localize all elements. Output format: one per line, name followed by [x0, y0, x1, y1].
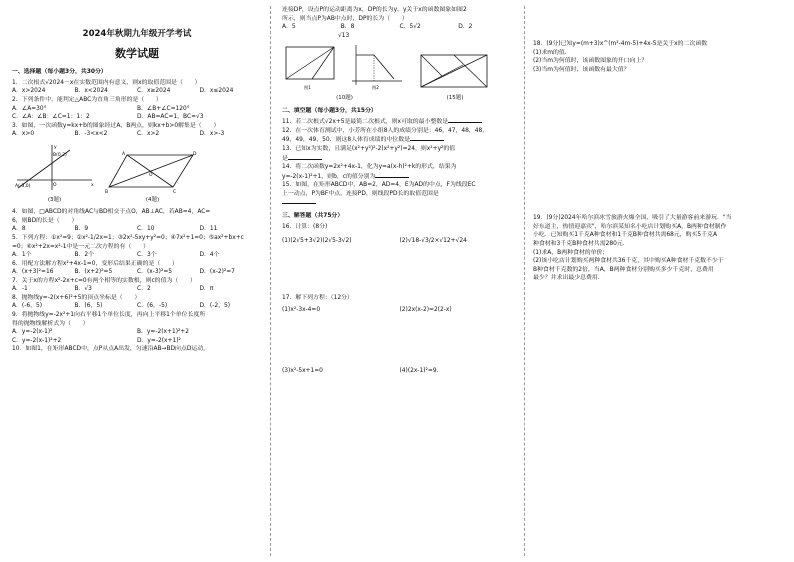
- option-d: D．x≤2024: [199, 88, 234, 95]
- option-c: C．(6，-5): [137, 303, 168, 310]
- question-3: 3．如图，一次函数y=kx+b的图象经过A、B两点，则kx+b>0解集是（ ）: [12, 122, 220, 129]
- option-a: A．5: [282, 24, 296, 31]
- question-16-parts: [282, 237, 517, 246]
- option-d: D．4个: [199, 252, 220, 259]
- question-15-line3: [282, 198, 517, 208]
- question-13-text: 是: [282, 155, 288, 162]
- question-9-options-ab: [12, 328, 262, 337]
- question-17-parts-12: [282, 306, 517, 315]
- question-4-line2: 6，则BD的长是（ ）: [12, 217, 78, 224]
- option-b: B．8: [340, 24, 355, 31]
- question-14-line2: [282, 172, 517, 182]
- question-9-line2: 得的抛物线解析式为（ ）: [12, 320, 89, 327]
- question-1-options: [12, 87, 262, 96]
- question-12-line2: [282, 135, 517, 145]
- label-b: B: [105, 189, 109, 194]
- figure-1-label: 图1: [304, 85, 311, 91]
- figure-q15-caption: (15题): [446, 94, 464, 101]
- option-c: C．(x-3)²=5: [137, 269, 173, 276]
- option-b: B．9: [74, 226, 89, 233]
- option-b: B．2个: [74, 252, 95, 259]
- option-b: B．y=-2(x+1)²+2: [137, 329, 190, 336]
- question-11: [282, 117, 517, 127]
- question-5-line2: =0；⑥x²+2x=x²-1中是一元二次方程的有（ ）: [12, 243, 149, 250]
- answer-blank[interactable]: [282, 198, 316, 204]
- line-graph-figure: [12, 142, 97, 194]
- figure-q3: [12, 142, 97, 206]
- option-d: D．(x-2)²=7: [199, 269, 235, 276]
- question-19-line1: 19．(9分)2024年哈尔滨冰雪旅游火爆全国，吸引了大量游客前来游玩．"当: [533, 215, 732, 222]
- option-a: A．-1: [12, 286, 28, 293]
- question-18-part-2: (2)当m为何值时，该函数图象的开口向上？: [533, 58, 648, 65]
- question-7: 7．关于x的方程x²-2x+c=0有两个相等的实数根，则c的值为（ ）: [12, 277, 196, 284]
- option-c: C．10: [137, 226, 155, 233]
- question-9-options-cd: [12, 337, 262, 346]
- question-6: 6．用配方法解方程x²+4x-1=0，变形后结果正确的是（ ）: [12, 260, 178, 267]
- question-17-part-2: (2)2x(x-2)=2(2-x): [399, 307, 452, 314]
- option-a: A．1个: [12, 252, 32, 259]
- question-17-parts-34: [282, 367, 517, 376]
- parallelogram-figure: [105, 149, 200, 194]
- question-5-line1: 5．下列方程：①x²=9；②x²-1/2x=1；③2x²-5xy+y²=0；④7x²+1=0；⑤ax²+bx+c: [12, 234, 244, 241]
- option-d: D．x>-3: [199, 131, 225, 138]
- question-10-line3: 所示，则当点P为AB中点时，DP的长为（ ）: [282, 15, 408, 22]
- question-2-options-ab: [12, 105, 262, 114]
- question-19-part-1: (1)求A，B两种食材的单价；: [533, 249, 609, 256]
- question-3-options: [12, 130, 262, 139]
- option-c: C．5√2: [399, 24, 421, 31]
- question-1: 1．二次根式√2024－x在实数范围内有意义，则x的取值范围是（ ）: [12, 79, 201, 86]
- label-o: O: [149, 172, 153, 178]
- question-11-text: 11．若二次根式√2x+5是最简二次根式，则x可取的最小整数是: [282, 119, 449, 126]
- question-12-line1: 12．在一次体育测试中，小芳所在小组8人的成绩分别是：46，47，48，48，: [282, 127, 489, 134]
- question-18-part-3: (3)当m为何值时，该函数有最大值？: [533, 66, 630, 73]
- question-8-options: [12, 302, 262, 311]
- figure-q4-caption: (4题): [145, 197, 160, 204]
- label-c: C: [173, 189, 177, 194]
- question-12-text: 49，49，49，50．则这8人体育成绩的中位数是: [282, 137, 410, 144]
- option-a: A．y=-2(x-1)²: [12, 329, 53, 336]
- option-d: D．(-2，5): [199, 303, 231, 310]
- question-14-text: y=-2(x-1)²+1，则b，c的值分别为: [282, 173, 376, 180]
- section-answer-heading: 三、解答题（共75分）: [282, 212, 344, 219]
- question-19-part-2-line2: B种食材千克数的2倍，当A，B两种食材分别购买多少千克时，总费用: [533, 266, 714, 273]
- column-middle: [282, 0, 517, 562]
- label-y: y: [54, 144, 57, 150]
- question-7-options: [12, 285, 262, 294]
- figure-2-label: 图2: [372, 85, 379, 91]
- answer-blank[interactable]: [375, 172, 409, 178]
- column-right: [533, 0, 788, 562]
- question-13-line2: [282, 154, 517, 164]
- question-17: 17．解下列方程：（12分）: [282, 294, 353, 301]
- rectangle-figure: [415, 51, 495, 91]
- option-b: B．(x+2)²=5: [74, 269, 113, 276]
- option-b: B．x<2024: [74, 88, 108, 95]
- figure-q15: [415, 51, 495, 103]
- question-10-options: [282, 23, 517, 32]
- label-b: B(0,2): [53, 152, 67, 158]
- question-19-line2: 好东道主，热情迎嘉宾"，哈尔滨某知名小吃店计划购买A，B两种食材制作: [533, 223, 727, 230]
- label-a: A(-3,0): [15, 183, 31, 189]
- question-19-line4: 种食材和3千克B种食材共需280元．: [533, 240, 629, 247]
- figure-q10: [282, 43, 407, 103]
- section-choice-heading: 一、选择题（每小题3分，共30分）: [12, 69, 107, 76]
- option-d: D．y=-2(x+1)²: [137, 337, 181, 344]
- option-b: B．∠B+∠C=120°: [137, 105, 190, 112]
- figure-q4: [105, 149, 200, 206]
- option-a: A．x>0: [12, 131, 35, 138]
- option-d: D．11: [199, 226, 218, 233]
- question-18: 18．(9分)已知y=(m+3)x^(m²-4m-5)+4x-5是关于x的二次函数: [533, 41, 708, 47]
- column-divider-1: [270, 6, 271, 556]
- option-d: D．2: [458, 24, 473, 31]
- option-c: C．y=-2(x-1)²+2: [12, 337, 62, 344]
- question-17-part-4: (4)(2x-1)²=9.: [399, 367, 439, 374]
- figures-10-15: [282, 43, 517, 103]
- question-17-part-1: (1)x²-3x-4=0: [282, 307, 321, 314]
- option-a: A．∠A=30°: [12, 105, 47, 112]
- option-a: A．8: [12, 226, 26, 233]
- figure-q3-caption: (3题): [47, 197, 62, 204]
- question-4-line1: 4．如图，□ABCD的对角线AC与BD相交于点O，AB⊥AC，若AB=4，AC=: [12, 209, 211, 216]
- option-a: A．(x+3)²=16: [12, 269, 54, 276]
- option-a: A．(-6，5): [12, 303, 43, 310]
- section-fill-heading: 二、填空题（每小题3分，共15分）: [282, 107, 377, 114]
- question-2: 2．下列条件中，能判定△ABC为直角三角形的是（ ）: [12, 96, 162, 103]
- question-16: 16．计算：(8分): [282, 223, 328, 230]
- option-b: B．√3: [74, 286, 92, 293]
- option-c: C．x>2: [137, 131, 160, 138]
- option-c: C．∠A：∠B：∠C=1：1：2: [12, 114, 90, 121]
- question-19-part-2-line3: 最少？并求出最少总费用．: [533, 275, 604, 282]
- question-19-line3: 小吃．已知购买1千克A种食材和1千克B种食材共需68元，购买5千克A: [533, 232, 717, 239]
- column-divider-2: [524, 6, 525, 556]
- question-18-part-1: (1)求m的值．: [533, 49, 571, 56]
- option-b: B．-3<x<2: [74, 131, 108, 138]
- figures-3-4: [12, 142, 262, 206]
- figure-q10-caption: (10题): [336, 94, 353, 101]
- label-o: O: [53, 182, 57, 188]
- question-2-options-cd: [12, 113, 262, 122]
- question-13-line1: 13．已知x为实数，且满足(x²+y²)²-2(x²+y²)=24，则x²+y²的值: [282, 146, 456, 153]
- label-d: D: [193, 151, 197, 157]
- option-c: C．2: [137, 286, 151, 293]
- question-15-line1: 15．如图，在矩形ABCD中，AB=2，AD=4，E为AD的中点，F为线段EC: [282, 182, 476, 189]
- answer-blank[interactable]: [448, 117, 482, 123]
- question-4-options: [12, 225, 262, 234]
- label-x: x: [91, 182, 94, 188]
- question-6-options: [12, 268, 262, 277]
- option-d: D．π: [199, 286, 214, 293]
- question-16-part-2: (2)√18-√3/2×√12+√24: [399, 238, 467, 245]
- exam-title: 2024年秋期九年级开学考试: [82, 29, 192, 39]
- question-19-part-2-line1: (2)该小吃店计划购买两种食材共36千克，其中购买A种食材千克数不少于: [533, 258, 724, 265]
- question-15-line2: 上一动点，P为BF中点，连接PD，则线段PD长的取值范围是: [282, 190, 439, 197]
- question-14-line1: 14．将二次函数y=2x²+4x-1，化为y=a(x-h)²+k的形式，结果为: [282, 164, 457, 171]
- question-9-line1: 9．将抛物线y=-2x²+1向右平移1个单位长度，再向上平移1个单位长度所: [12, 312, 206, 319]
- question-16-part-1: (1)(2√5+3√2)(2√5-3√2): [282, 238, 352, 245]
- question-5-options: [12, 251, 262, 260]
- option-c: C．x≥2024: [137, 88, 171, 95]
- question-8: 8．抛物线y=-2(x+6)²+5的顶点坐标是（ ）: [12, 294, 141, 301]
- question-17-part-3: (3)x²-5x+1=0: [282, 367, 323, 374]
- answer-blank[interactable]: [410, 135, 444, 141]
- exam-subject: 数学试题: [115, 47, 159, 61]
- option-b: B．(6，5): [74, 303, 103, 310]
- question-10-line1: 10．如图1，在矩形ABCD中，点P从点A出发，匀速沿AB→BD向点D运动，: [12, 346, 210, 353]
- question-10-option-d-value: √13: [338, 32, 350, 39]
- option-a: A．x>2024: [12, 88, 46, 95]
- option-c: C．3个: [137, 252, 157, 259]
- answer-blank[interactable]: [288, 154, 322, 160]
- label-a: A: [122, 151, 126, 157]
- option-d: D．AB=AC=1，BC=√3: [137, 114, 204, 121]
- rectangle-graph-figure: [282, 43, 407, 91]
- column-left: [12, 0, 262, 562]
- question-10-line2: 连接DP，设点P的运动距离为x，DP的长为y，y关于x的函数图象如图2: [282, 7, 467, 13]
